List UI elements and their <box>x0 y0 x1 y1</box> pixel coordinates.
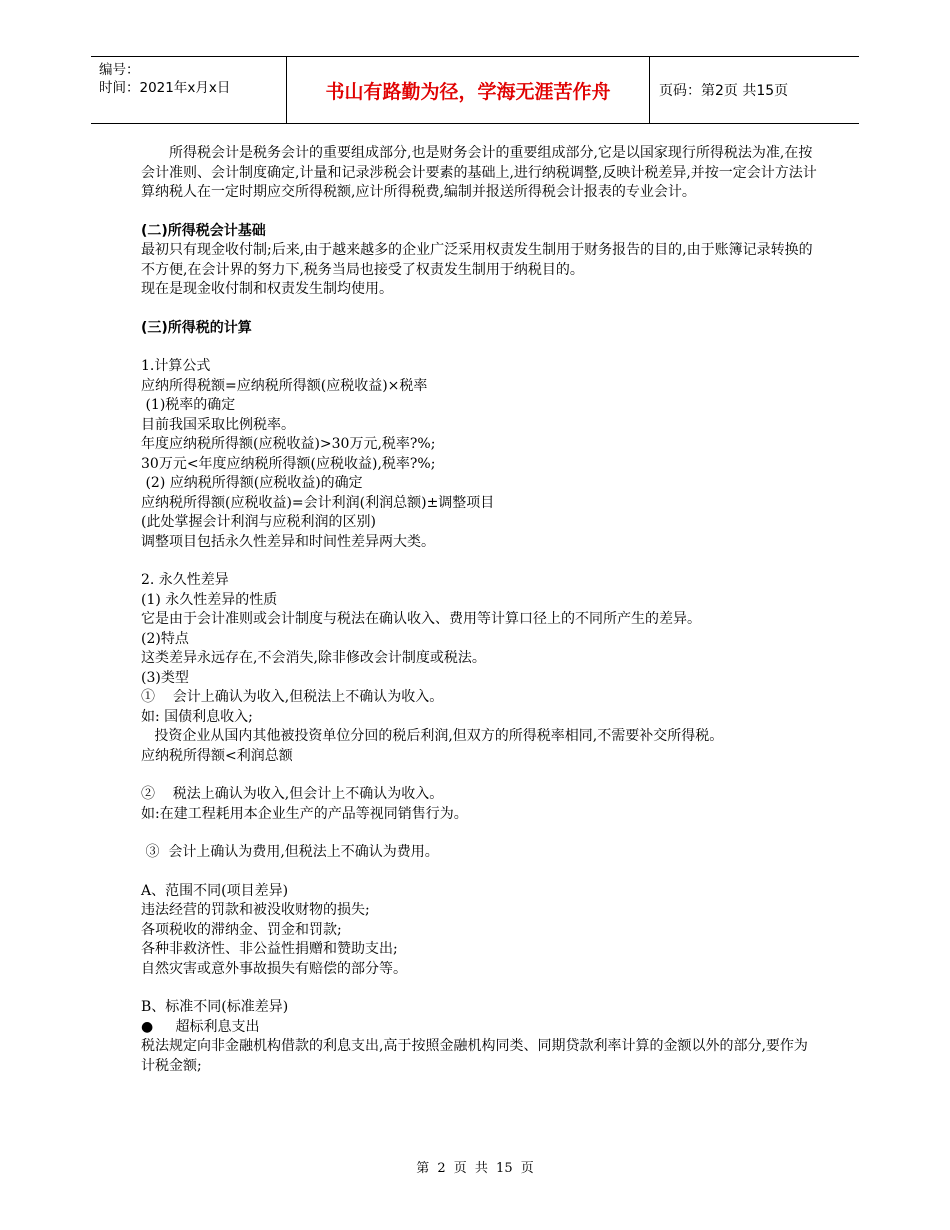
paragraph: 自然灾害或意外事故损失有赔偿的部分等。 <box>141 960 407 977</box>
paragraph: 调整项目包括永久性差异和时间性差异两大类。 <box>141 533 435 550</box>
paragraph: 如: 国债利息收入; <box>141 708 253 725</box>
document-header <box>91 56 859 124</box>
paragraph-spacer <box>141 203 821 222</box>
paragraph: 违法经营的罚款和被没收财物的损失; <box>141 902 370 918</box>
paragraph: 投资企业从国内其他被投资单位分回的税后利润,但双方的所得税率相同,不需要补交所得税。 <box>141 728 724 744</box>
paragraph: A、范围不同(项目差异) <box>141 882 289 899</box>
paragraph-spacer <box>141 766 821 785</box>
paragraph: (此处掌握会计利润与应税利润的区别) <box>141 514 376 530</box>
paragraph: 目前我国采取比例税率。 <box>141 416 295 433</box>
paragraph: 所得税会计是税务会计的重要组成部分,也是财务会计的重要组成部分,它是以国家现行所得税法为准,在按会计准则、会计制度确定,计量和记录涉税会计要素的基础上,进行纳税调整,反映计税差异,并按一定会计方法计算纳税人在一定时期应交所得税额,应计所得税费,编制并报送所得税会计报表的专业会计。 <box>141 145 817 200</box>
paragraph: 30万元<年度应纳税所得额(应税收益),税率?%; <box>141 455 436 472</box>
paragraph: 这类差异永远存在,不会消失,除非修改会计制度或税法。 <box>141 650 486 666</box>
section-heading: (二)所得税会计基础 <box>141 222 266 239</box>
paragraph-spacer <box>141 300 821 319</box>
paragraph: 各项税收的滞纳金、罚金和罚款; <box>141 921 342 938</box>
paragraph: 最初只有现金收付制;后来,由于越来越多的企业广泛采用权责发生制用于财务报告的目的,由于账簿记录转换的不方便,在会计界的努力下,税务当局也接受了权责发生制用于纳税目的。 <box>141 242 813 278</box>
paragraph: 2. 永久性差异 <box>141 572 229 588</box>
footer-page-number: 第 2 页 共 15 页 <box>416 1161 534 1176</box>
paragraph: 应纳税所得额(应税收益)=会计利润(利润总额)±调整项目 <box>141 494 495 511</box>
paragraph: ● 超标利息支出 <box>141 1018 260 1035</box>
paragraph: B、标准不同(标准差异) <box>141 999 289 1015</box>
paragraph: 现在是现金收付制和权责发生制均使用。 <box>141 281 393 297</box>
paragraph: 税法规定向非金融机构借款的利息支出,高于按照金融机构同类、同期贷款利率计算的金额以外的部分,要作为计税金额; <box>141 1038 808 1074</box>
document-time-label: 时间：2021年x月x日 <box>99 80 231 96</box>
paragraph: 年度应纳税所得额(应税收益)>30万元,税率?%; <box>141 436 436 452</box>
paragraph: (2) 应纳税所得额(应税收益)的确定 <box>141 475 363 491</box>
paragraph: (1) 永久性差异的性质 <box>141 591 278 608</box>
document-id-label: 编号： <box>99 62 140 78</box>
paragraph-spacer <box>141 863 821 882</box>
paragraph: 1.计算公式 <box>141 358 211 374</box>
section-heading: (三)所得税的计算 <box>141 319 252 336</box>
paragraph: 应纳所得税额=应纳税所得额(应税收益)×税率 <box>141 377 428 394</box>
paragraph-spacer <box>141 552 821 571</box>
paragraph: 各种非救济性、非公益性捐赠和赞助支出; <box>141 941 398 957</box>
header-motto: 书山有路勤为径，学海无涯苦作舟 <box>325 80 611 103</box>
paragraph: (3)类型 <box>141 669 189 686</box>
header-meta <box>99 61 230 97</box>
paragraph: (2)特点 <box>141 630 189 647</box>
document-body <box>141 144 821 1076</box>
paragraph: (1)税率的确定 <box>141 397 236 413</box>
paragraph: ③ 会计上确认为费用,但税法上不确认为费用。 <box>141 844 439 860</box>
header-divider <box>649 57 650 123</box>
paragraph-spacer <box>141 824 821 843</box>
header-page-info: 页码：第2页 共15页 <box>659 83 789 99</box>
paragraph: ① 会计上确认为收入,但税法上不确认为收入。 <box>141 689 444 705</box>
paragraph: 如:在建工程耗用本企业生产的产品等视同销售行为。 <box>141 805 468 822</box>
paragraph: 应纳税所得额<利润总额 <box>141 747 293 764</box>
paragraph-spacer <box>141 979 821 998</box>
page-footer <box>0 1157 950 1176</box>
paragraph-spacer <box>141 338 821 357</box>
paragraph: ② 税法上确认为收入,但会计上不确认为收入。 <box>141 786 444 802</box>
paragraph: 它是由于会计准则或会计制度与税法在确认收入、费用等计算口径上的不同所产生的差异。 <box>141 611 701 627</box>
